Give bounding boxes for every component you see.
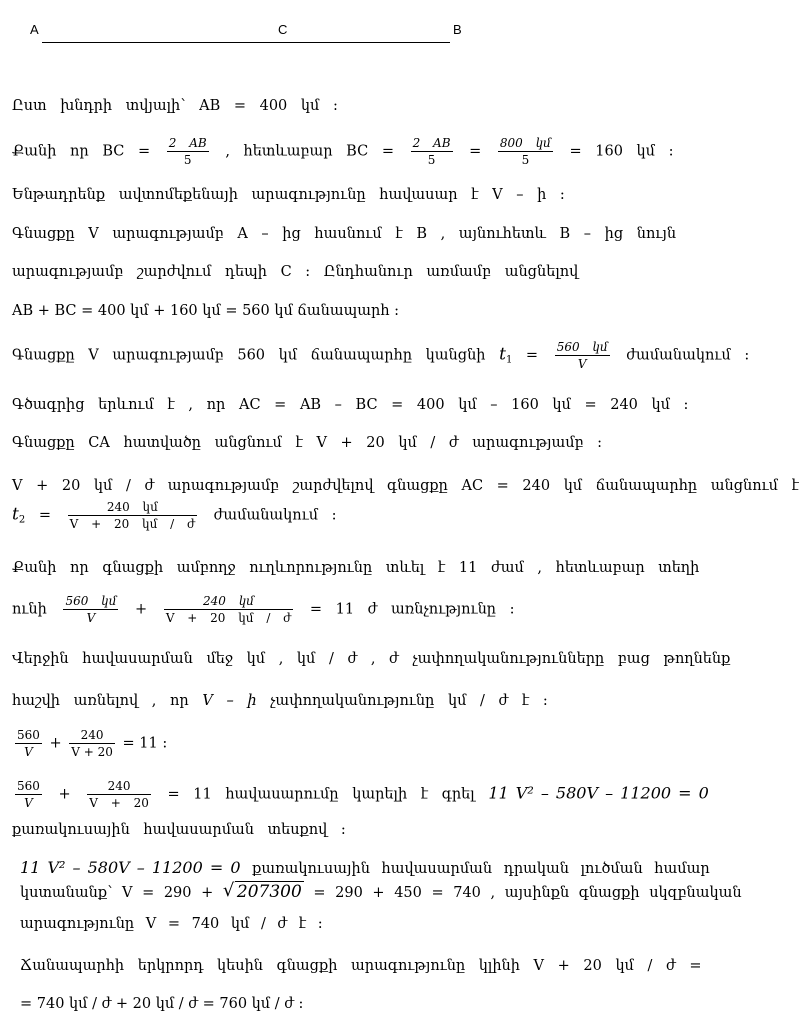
text-line-3: Ենթադրենք ավտոմեքենայի արագությունը հավասար է V – ի : <box>12 187 565 203</box>
plus-sign: + <box>135 601 148 618</box>
text-line-17 <box>12 779 709 810</box>
segment-diagram <box>30 22 470 44</box>
text-line-5: արագությամբ շարժվում դեպի C : Ընդհանուր առմամբ անցնելով <box>12 264 579 280</box>
fraction-numerator: 560 կմ <box>556 340 608 354</box>
line-13-part-2: = 11 ժ առնչությունը : <box>309 601 515 618</box>
radicand: 207300 <box>236 882 302 902</box>
text-line-15 <box>12 693 548 709</box>
fraction-denominator: 5 <box>427 153 436 167</box>
line-17-part-1: = 11 հավասարումը կարելի է գրել <box>167 786 475 803</box>
fraction-numerator: 240 <box>87 779 151 795</box>
t-symbol: t <box>12 504 19 525</box>
line-7-part-1: Գնացքը V արագությամբ 560 կմ ճանապարհը կանցնի <box>12 347 486 364</box>
fraction-denominator: V + 20 <box>89 796 149 810</box>
line-16-part-1: = 11 : <box>122 735 168 752</box>
text-line-1: Ըստ խնդրի տվյալի՝ AB = 400 կմ : <box>12 98 338 114</box>
fraction-numerator: 240 կմ <box>164 594 293 610</box>
text-line-8: Գծագրից երևում է , որ AC = AB – BC = 400 կմ – 160 կմ = 240 կմ : <box>12 397 689 413</box>
point-c-label: C <box>278 22 288 37</box>
fraction-denominator: V + 20 <box>71 745 113 759</box>
point-b-label: B <box>453 22 462 37</box>
text-line-7 <box>12 340 749 371</box>
text-line-20 <box>20 882 742 902</box>
plus-sign: + <box>58 786 71 803</box>
t-symbol: t <box>499 344 506 365</box>
fraction <box>164 594 293 625</box>
fraction <box>498 136 553 167</box>
square-root <box>223 882 304 902</box>
fraction <box>69 728 115 759</box>
line-2-part-1: Քանի որ BC = <box>12 143 151 160</box>
quadratic-equation: 11 V² – 580V – 11200 = 0 <box>20 858 241 877</box>
fraction <box>15 728 42 759</box>
segment-line <box>42 42 450 43</box>
fraction-denominator: V <box>86 611 96 625</box>
equals-sign: = <box>512 347 539 364</box>
line-13-part-1: ունի <box>12 601 47 618</box>
text-line-10: V + 20 կմ / ժ արագությամբ շարժվելով գնացքը AC = 240 կմ ճանապարհը անցնում է <box>12 478 799 494</box>
fraction <box>68 500 197 531</box>
line-20-part-1: կստանանք՝ V = 290 + <box>20 885 214 901</box>
line-15-part-2: չափողականությունը կմ / ժ է : <box>270 693 548 709</box>
fraction-denominator: 5 <box>183 153 192 167</box>
fraction-denominator: V <box>24 796 33 810</box>
fraction-denominator: V <box>577 357 587 371</box>
fraction-numerator: 560 <box>17 728 40 742</box>
line-7-part-2: ժամանակում : <box>626 347 750 364</box>
text-line-23: = 740 կմ / ժ + 20 կմ / ժ = 760 կմ / ժ : <box>20 996 304 1012</box>
equals-sign: = <box>469 143 482 160</box>
line-2-part-2: , հետևաբար BC = <box>225 143 394 160</box>
fraction-numerator: 240 <box>69 728 115 744</box>
text-line-12: Քանի որ գնացքի ամբողջ ուղևորությունը տևել է 11 ժամ , հետևաբար տեղի <box>12 560 700 576</box>
text-line-19 <box>20 858 710 877</box>
t-subscript: 2 <box>18 514 26 526</box>
fraction-numerator: 240 կմ <box>68 500 197 516</box>
text-line-11 <box>12 500 337 531</box>
text-line-13 <box>12 594 515 625</box>
v-symbol: V – ի <box>202 693 257 709</box>
fraction <box>87 779 151 810</box>
text-line-9: Գնացքը CA հատվածը անցնում է V + 20 կմ / ժ արագությամբ : <box>12 435 603 451</box>
line-19-text: քառակուսային հավասարման դրական լուծման համար <box>240 861 710 877</box>
fraction-numerator: 560 <box>17 779 40 793</box>
line-2-part-3: = 160 կմ : <box>569 143 674 160</box>
text-line-21: արագությունը V = 740 կմ / ժ է : <box>20 916 323 932</box>
point-a-label: A <box>30 22 39 37</box>
text-line-2 <box>12 136 673 167</box>
quadratic-equation: 11 V² – 580V – 11200 = 0 <box>488 783 709 803</box>
fraction <box>411 136 453 167</box>
text-line-16 <box>12 728 167 759</box>
fraction-numerator: 2 AB <box>412 136 451 150</box>
text-line-22: Ճանապարհի երկրորդ կեսին գնացքի արագությունը կլինի V + 20 կմ / ժ = <box>20 958 702 974</box>
fraction-denominator: 5 <box>521 153 530 167</box>
text-line-6: AB + BC = 400 կմ + 160 կմ = 560 կմ ճանապարհ : <box>12 303 400 319</box>
fraction-numerator: 800 կմ <box>499 136 551 150</box>
fraction-denominator: V + 20 կմ / ժ <box>165 611 292 625</box>
fraction-numerator: 2 AB <box>168 136 207 150</box>
plus-sign: + <box>49 735 62 752</box>
line-20-part-2: = 290 + 450 = 740 , այսինքն գնացքի սկզբնական <box>313 885 742 901</box>
text-line-4: Գնացքը V արագությամբ A – ից հասնում է B , այնուհետև B – ից նույն <box>12 226 677 242</box>
equals-sign: = <box>25 507 51 524</box>
text-line-18: քառակուսային հավասարման տեսքով : <box>12 822 346 838</box>
fraction-denominator: V + 20 կմ / ժ <box>69 517 196 531</box>
fraction-numerator: 560 կմ <box>65 594 117 608</box>
line-15-part-1: հաշվի առնելով , որ <box>12 693 189 709</box>
t-subscript: 1 <box>505 354 513 366</box>
text-line-14: Վերջին հավասարման մեջ կմ , կմ / ժ , ժ չափողականությունները բաց թողնենք <box>12 651 731 667</box>
line-11-part-1: ժամանակում : <box>213 507 337 524</box>
fraction <box>555 340 610 371</box>
fraction <box>15 779 42 810</box>
fraction <box>63 594 118 625</box>
fraction <box>167 136 209 167</box>
fraction-denominator: V <box>24 745 33 759</box>
